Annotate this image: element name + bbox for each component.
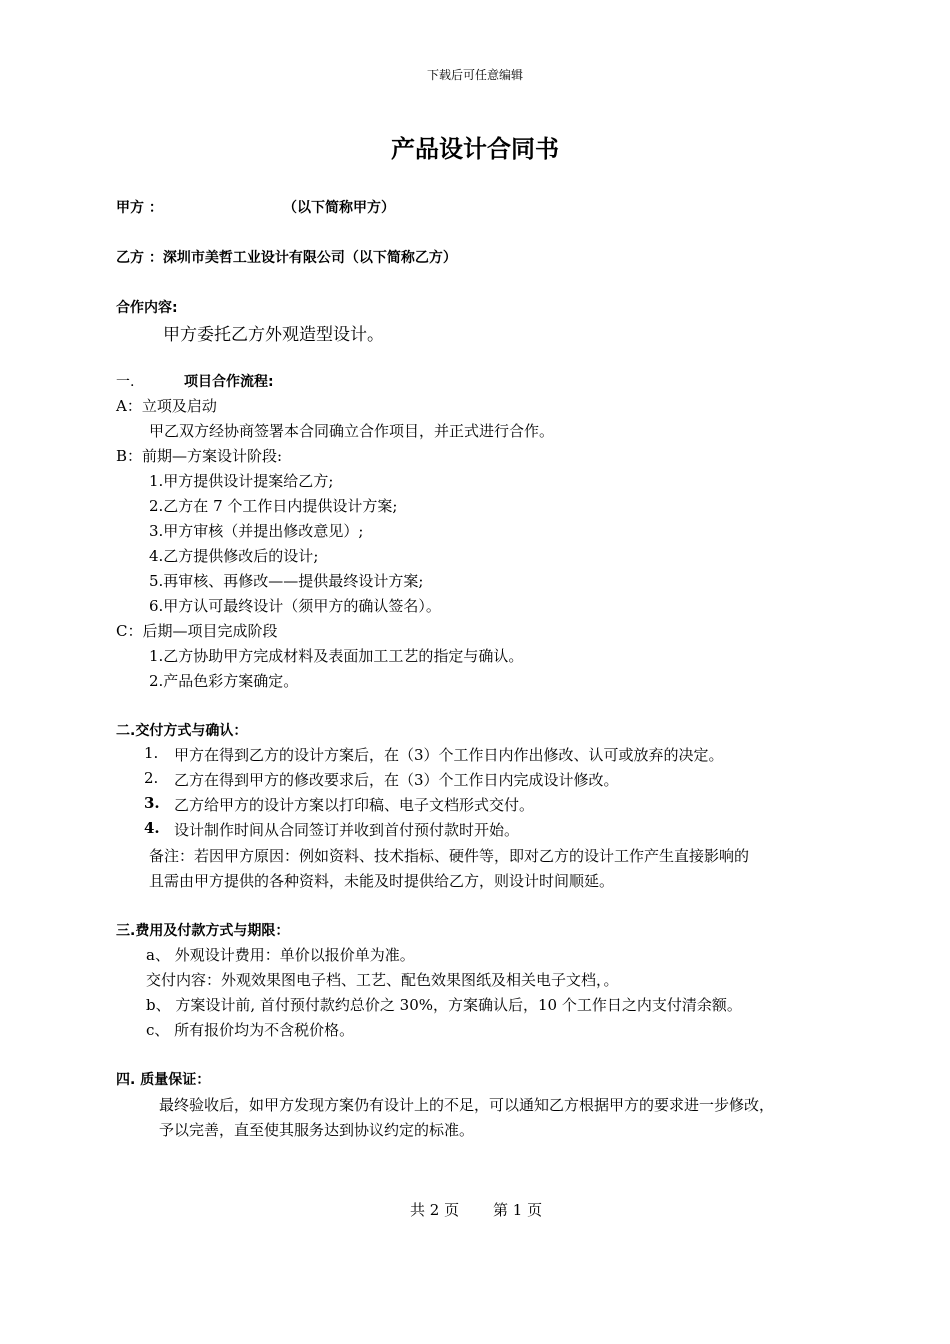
section4-text: 予以完善，直至使其服务达到协议约定的标准。 (159, 1121, 475, 1139)
section1-b-item: 1.甲方提供设计提案给乙方; (149, 472, 334, 490)
page-title: 产品设计合同书 (391, 135, 559, 163)
section3-delivery: 交付内容：外观效果图电子档、工艺、配色效果图纸及相关电子文档，。 (146, 971, 619, 989)
section2-item-text: 乙方给甲方的设计方案以打印稿、电子文档形式交付。 (174, 796, 535, 814)
section2-item-number: 1. (144, 744, 159, 762)
section1-a-text: 甲乙双方经协商签署本合同确立合作项目，并正式进行合作。 (149, 422, 555, 440)
section1-b-label: B：前期—方案设计阶段: (116, 447, 283, 465)
section2-note: 备注：若因甲方原因：例如资料、技术指标、硬件等，即对乙方的设计工作产生直接影响的 (149, 847, 750, 865)
section2-item-text: 甲方在得到乙方的设计方案后，在（3）个工作日内作出修改、认可或放弃的决定。 (174, 746, 724, 764)
cooperation-content: 甲方委托乙方外观造型设计。 (163, 325, 384, 345)
party-a-label: 甲方 ： (116, 200, 163, 216)
section3-heading: 三.费用及付款方式与期限： (116, 923, 290, 939)
section4-text: 最终验收后，如甲方发现方案仍有设计上的不足，可以通知乙方根据甲方的要求进一步修改， (159, 1096, 775, 1114)
section2-item-number: 4. (144, 819, 160, 837)
section2-item-text: 设计制作时间从合同签订并收到首付预付款时开始。 (174, 821, 520, 839)
section3-item-c: c、 所有报价均为不含税价格。 (146, 1021, 355, 1039)
section1-b-item: 4.乙方提供修改后的设计; (149, 547, 319, 565)
section1-number: 一. (116, 374, 135, 390)
section1-b-item: 3.甲方审核（并提出修改意见）; (149, 522, 364, 540)
footer-total-pages: 共 2 页 (410, 1201, 460, 1219)
section1-c-label: C：后期—项目完成阶段 (116, 622, 278, 640)
section2-item-text: 乙方在得到甲方的修改要求后，在（3）个工作日内完成设计修改。 (174, 771, 619, 789)
section1-heading: 项目合作流程: (184, 374, 274, 390)
section3-item-b: b、 方案设计前, 首付预付款约总价之 30%，方案确认后，10 个工作日之内支付清余额。 (146, 996, 742, 1014)
section4-heading: 四. 质量保证： (116, 1072, 211, 1088)
cooperation-label: 合作内容: (116, 300, 178, 316)
section1-a-label: A：立项及启动 (116, 397, 217, 415)
section1-b-item: 6.甲方认可最终设计（须甲方的确认签名）。 (149, 597, 441, 615)
header-note: 下载后可任意编辑 (426, 68, 523, 82)
section3-item-a: a、 外观设计费用：单价以报价单为准。 (146, 946, 415, 964)
footer-current-page: 第 1 页 (493, 1201, 543, 1219)
party-b: 乙方 ：深圳市美哲工业设计有限公司（以下简称乙方） (116, 250, 457, 266)
section2-item-number: 2. (144, 769, 159, 787)
party-a-suffix: （以下简称甲方） (283, 200, 395, 216)
section2-item-number: 3. (144, 794, 160, 812)
section1-c-item: 1.乙方协助甲方完成材料及表面加工工艺的指定与确认。 (149, 647, 524, 665)
section1-c-item: 2.产品色彩方案确定。 (149, 672, 299, 690)
section1-b-item: 5.再审核、再修改——提供最终设计方案; (149, 572, 424, 590)
section1-b-item: 2.乙方在 7 个工作日内提供设计方案; (149, 497, 398, 515)
section2-heading: 二.交付方式与确认： (116, 723, 248, 739)
section2-note: 且需由甲方提供的各种资料，未能及时提供给乙方，则设计时间顺延。 (149, 872, 615, 890)
